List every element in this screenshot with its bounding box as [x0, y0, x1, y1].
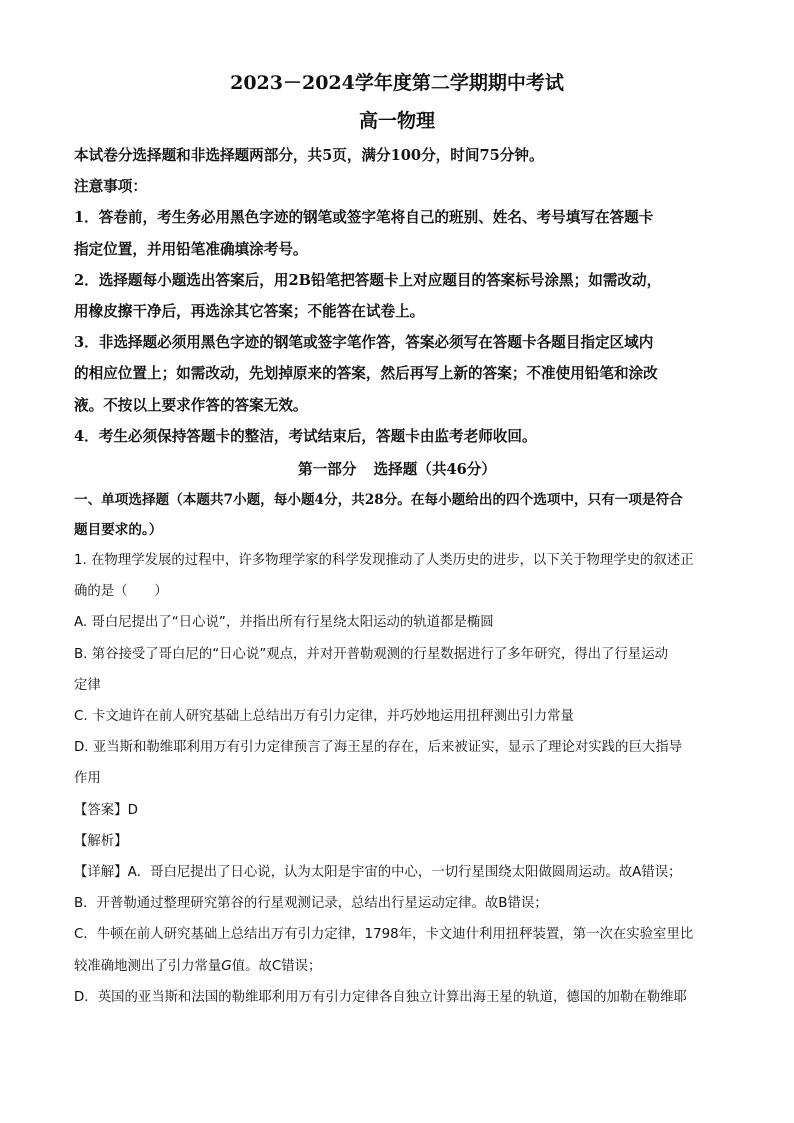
- option-c: C. 卡文迪许在前人研究基础上总结出万有引力定律，并巧妙地运用扭秤测出引力常量: [74, 709, 574, 725]
- answer-value: D: [127, 802, 138, 818]
- detail-line: 较准确地测出了引力常量G值。故C错误；: [74, 958, 322, 974]
- option-b: 定律: [74, 677, 101, 693]
- detail-line: C．牛顿在前人研究基础上总结出万有引力定律，1798年，卡文迪什利用扭秤装置，第一次在实验室里比: [74, 927, 694, 943]
- exam-title: 2023－2024学年度第二学期期中考试: [230, 72, 564, 94]
- option-d: 作用: [74, 771, 101, 787]
- detail-line: B．开普勒通过整理研究第谷的行星观测记录，总结出行星运动定律。故B错误；: [74, 896, 548, 912]
- exam-intro: 本试卷分选择题和非选择题两部分，共5页，满分100分，时间75分钟。: [74, 147, 544, 164]
- notes-heading: 注意事项：: [74, 178, 147, 196]
- question-stem: 确的是（ ）: [74, 584, 168, 600]
- option-a: A. 哥白尼提出了“日心说”，并指出所有行星绕太阳运动的轨道都是椭圆: [74, 615, 494, 631]
- answer-line: [74, 795, 720, 826]
- analysis-label: 【 解析 】: [74, 834, 128, 849]
- note-line: 液。不按以上要求作答的答案无效。: [74, 396, 308, 414]
- note-line: 用橡皮擦干净后，再选涂其它答案；不能答在试卷上。: [74, 303, 425, 321]
- detail-label: 【详解】: [74, 865, 128, 881]
- note-line: 3．非选择题必须用黑色字迹的钢笔或签字笔作答，答案必须写在答题卡各题目指定区域内: [74, 334, 654, 352]
- note-line: 2．选择题每小题选出答案后，用2B铅笔把答题卡上对应题目的答案标号涂黑；如需改动，: [74, 271, 662, 289]
- note-line: 1．答卷前，考生务必用黑色字迹的钢笔或签字笔将自己的班别、姓名、考号填写在答题卡: [74, 209, 654, 227]
- detail-line: D．英国的亚当斯和法国的勒维耶利用万有引力定律各自独立计算出海王星的轨道，德国的加勒在勒维耶: [74, 989, 687, 1005]
- answer-label: 【 答案 】: [74, 803, 128, 818]
- gravitational-constant-symbol: G: [221, 958, 232, 974]
- option-b: B. 第谷接受了哥白尼的“日心说”观点，并对开普勒观测的行星数据进行了多年研究，得出了行星运动: [74, 646, 668, 662]
- note-line: 4．考生必须保持答题卡的整洁，考试结束后，答题卡由监考老师收回。: [74, 427, 537, 445]
- note-line: 指定位置，并用铅笔准确填涂考号。: [74, 240, 308, 258]
- note-line: 的相应位置上；如需改动，先划掉原来的答案，然后再写上新的答案；不准使用铅笔和涂改: [74, 365, 658, 383]
- analysis-line: [74, 826, 720, 857]
- exam-subject: 高一物理: [358, 110, 435, 132]
- option-d: D. 亚当斯和勒维耶利用万有引力定律预言了海王星的存在，后来被证实，显示了理论对实践的巨大指导: [74, 740, 683, 756]
- section-instruction: 题目要求的。）: [74, 522, 163, 539]
- detail-line: 【详解】A．哥白尼提出了日心说，认为太阳是宇宙的中心，一切行星围绕太阳做圆周运动。故A错误；: [74, 865, 682, 881]
- question-stem: 1. 在物理学发展的过程中，许多物理学家的科学发现推动了人类历史的进步，以下关于物理学史的叙述正: [74, 553, 694, 569]
- section-instruction: 一、单项选择题（本题共7小题，每小题4分，共28分。在每小题给出的四个选项中，只有一项是符合: [74, 492, 683, 509]
- section-heading: 第一部分 选择题（共46分）: [298, 461, 496, 479]
